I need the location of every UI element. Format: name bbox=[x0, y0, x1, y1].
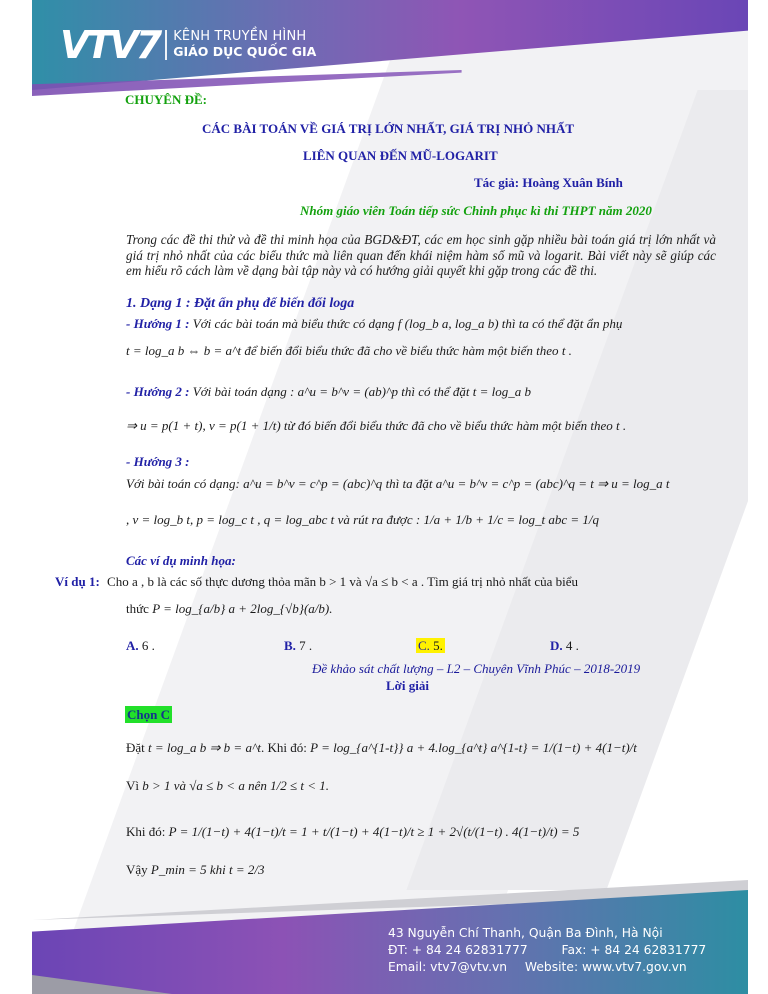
option-b-letter: B. bbox=[284, 638, 296, 653]
answer-badge-text: Chọn C bbox=[127, 707, 170, 722]
sol-line4-prefix: Vậy bbox=[126, 862, 148, 877]
option-d-value: 4 . bbox=[565, 638, 579, 653]
huong3-line1 bbox=[126, 476, 670, 492]
sol-line1-mid: . Khi đó: bbox=[261, 740, 307, 755]
example1-line2 bbox=[126, 601, 332, 617]
logo-text bbox=[173, 30, 316, 59]
huong3-label: - Hướng 3 : bbox=[126, 454, 190, 469]
option-d-letter: D. bbox=[550, 638, 563, 653]
option-b-value: 7 . bbox=[299, 638, 313, 653]
option-c-letter: C. bbox=[418, 638, 430, 653]
huong2-line2 bbox=[126, 418, 626, 434]
huong1-text: Với các bài toán mà biểu thức có dạng bbox=[192, 316, 395, 331]
answer-badge bbox=[125, 707, 172, 723]
sol-line4-expr: P_min = 5 khi t = 2/3 bbox=[150, 862, 265, 877]
sol-line1-expr: t = log_a b ⇒ b = a^t bbox=[148, 740, 262, 755]
footer-contact bbox=[388, 925, 706, 976]
option-c[interactable] bbox=[416, 638, 445, 654]
huong3-expr2: a^u = b^v = c^p = (abc)^q = t ⇒ u = log_a t bbox=[435, 476, 670, 491]
huong2-text: Với bài toán dạng : bbox=[192, 384, 295, 399]
sol-line3-prefix: Khi đó: bbox=[126, 824, 166, 839]
title-line2: LIÊN QUAN ĐẾN MŨ-LOGARIT bbox=[303, 148, 498, 163]
author: Tác giả: Hoàng Xuân Bính bbox=[474, 175, 623, 190]
sol-line2-prefix: Vì bbox=[126, 778, 139, 793]
footer-fax: Fax: + 84 24 62831777 bbox=[561, 943, 707, 957]
solution-title: Lời giải bbox=[386, 678, 429, 693]
solution-line2 bbox=[126, 778, 329, 794]
option-a[interactable] bbox=[126, 638, 155, 654]
option-a-letter: A. bbox=[126, 638, 139, 653]
logo-line2: GIÁO DỤC QUỐC GIA bbox=[173, 44, 317, 60]
example1-text2: thức bbox=[126, 601, 149, 616]
huong1-label: - Hướng 1 : bbox=[126, 316, 190, 331]
huong1-line2-expr: t = log_a b ⇔ b = a^t bbox=[126, 343, 242, 358]
huong3-line2-expr: , v = log_b t, p = log_c t , q = log_abc t bbox=[126, 512, 335, 527]
document-page bbox=[32, 0, 748, 994]
example1-expr: P = log_{a/b} a + 2log_{√b}(a/b). bbox=[152, 601, 333, 616]
huong2-var: t . bbox=[616, 418, 627, 433]
example1-label: Ví dụ 1: bbox=[55, 574, 100, 589]
example1-text: Cho a , b là các số thực dương thỏa mãn b > 1 và √a ≤ b < a . Tìm giá trị nhỏ nhất của biểu bbox=[107, 574, 579, 589]
topic-label: CHUYÊN ĐỀ: bbox=[125, 92, 207, 107]
huong2-line2-text: từ đó biến đổi biểu thức đã cho về biểu thức hàm một biến theo bbox=[283, 418, 613, 433]
footer-email[interactable]: Email: vtv7@vtv.vn bbox=[388, 960, 508, 974]
huong2-line2-expr: ⇒ u = p(1 + t), v = p(1 + 1/t) bbox=[126, 418, 281, 433]
huong1-line2-text: để biến đổi biểu thức đã cho về biểu thức hàm một biến theo bbox=[244, 343, 559, 358]
examples-title: Các ví dụ minh họa: bbox=[126, 553, 236, 568]
huong2-label: - Hướng 2 : bbox=[126, 384, 190, 399]
option-a-value: 6 . bbox=[141, 638, 155, 653]
huong2-line1 bbox=[126, 384, 531, 400]
example1-source: Đề khảo sát chất lượng – L2 – Chuyên Vĩnh Phúc – 2018-2019 bbox=[312, 661, 641, 676]
huong1-line1 bbox=[126, 316, 622, 332]
intro-paragraph: Trong các đề thi thử và đề thi minh họa của BGD&ĐT, các em học sinh gặp nhiều bài toán giá trị lớn nhất và giá trị nhỏ nhất của các biểu thức mà liên quan đến khái niệm hàm số mũ và logarit. Bài viết này sẽ giúp các em hiểu rõ cách làm về dạng bài tập này và có hướng giải quyết khi gặp trong các đề thi. bbox=[126, 232, 716, 278]
section1-title: 1. Dạng 1 : Đặt ẩn phụ để biến đổi loga bbox=[126, 296, 355, 311]
huong2-text2: thì có thể đặt bbox=[401, 384, 470, 399]
footer-phone-fax bbox=[388, 942, 706, 959]
huong3-line2-expr2: 1/a + 1/b + 1/c = log_t abc = 1/q bbox=[423, 512, 600, 527]
logo-line1: KÊNH TRUYỀN HÌNH bbox=[173, 29, 307, 45]
sol-line1-expr2: P = log_{a^{1-t}} a + 4.log_{a^t} a^{1-t} = 1/(1−t) + 4(1−t)/t bbox=[310, 740, 637, 755]
sol-line1-prefix: Đặt bbox=[126, 740, 145, 755]
solution-line1 bbox=[126, 740, 637, 756]
title-line1: CÁC BÀI TOÁN VỀ GIÁ TRỊ LỚN NHẤT, GIÁ TRỊ NHỎ NHẤT bbox=[202, 121, 575, 136]
sol-line3-expr: P = 1/(1−t) + 4(1−t)/t = 1 + t/(1−t) + 4(1−t)/t ≥ 1 + 2√(t/(1−t) . 4(1−t)/t) = 5 bbox=[168, 824, 580, 839]
huong1-var: t . bbox=[561, 343, 572, 358]
footer-website[interactable]: Website: www.vtv7.gov.vn bbox=[524, 960, 687, 974]
huong3-expr: a^u = b^v = c^p = (abc)^q bbox=[243, 476, 383, 491]
group-line: Nhóm giáo viên Toán tiếp sức Chinh phục kì thi THPT năm 2020 bbox=[300, 203, 652, 218]
huong3-text2: thì ta đặt bbox=[385, 476, 433, 491]
option-c-value: 5. bbox=[433, 638, 443, 653]
huong2-expr2: t = log_a b bbox=[472, 384, 531, 399]
example1-line1 bbox=[55, 574, 578, 590]
solution-line4 bbox=[126, 862, 265, 878]
vtv7-logo bbox=[60, 23, 317, 67]
huong1-text2: thì ta có thể đặt ẩn phụ bbox=[501, 316, 623, 331]
footer-email-web bbox=[388, 959, 706, 976]
sol-line2-expr: b > 1 và √a ≤ b < a nên 1/2 ≤ t < 1. bbox=[142, 778, 329, 793]
solution-line3 bbox=[126, 824, 579, 840]
huong3-text: Với bài toán có dạng: bbox=[126, 476, 240, 491]
footer-address: 43 Nguyễn Chí Thanh, Quận Ba Đình, Hà Nội bbox=[388, 926, 663, 940]
option-b[interactable] bbox=[284, 638, 312, 654]
huong1-line2 bbox=[126, 343, 572, 359]
huong2-expr: a^u = b^v = (ab)^p bbox=[297, 384, 398, 399]
logo-divider bbox=[165, 30, 167, 60]
option-c-highlight bbox=[416, 638, 445, 653]
huong3-line2-text: và rút ra được : bbox=[337, 512, 421, 527]
logo-mark: VTV7 bbox=[60, 23, 160, 67]
huong3-line2 bbox=[126, 512, 599, 528]
huong1-expr: f (log_b a, log_a b) bbox=[397, 316, 499, 331]
footer-phone: ĐT: + 84 24 62831777 bbox=[388, 943, 528, 957]
option-d[interactable] bbox=[550, 638, 579, 654]
